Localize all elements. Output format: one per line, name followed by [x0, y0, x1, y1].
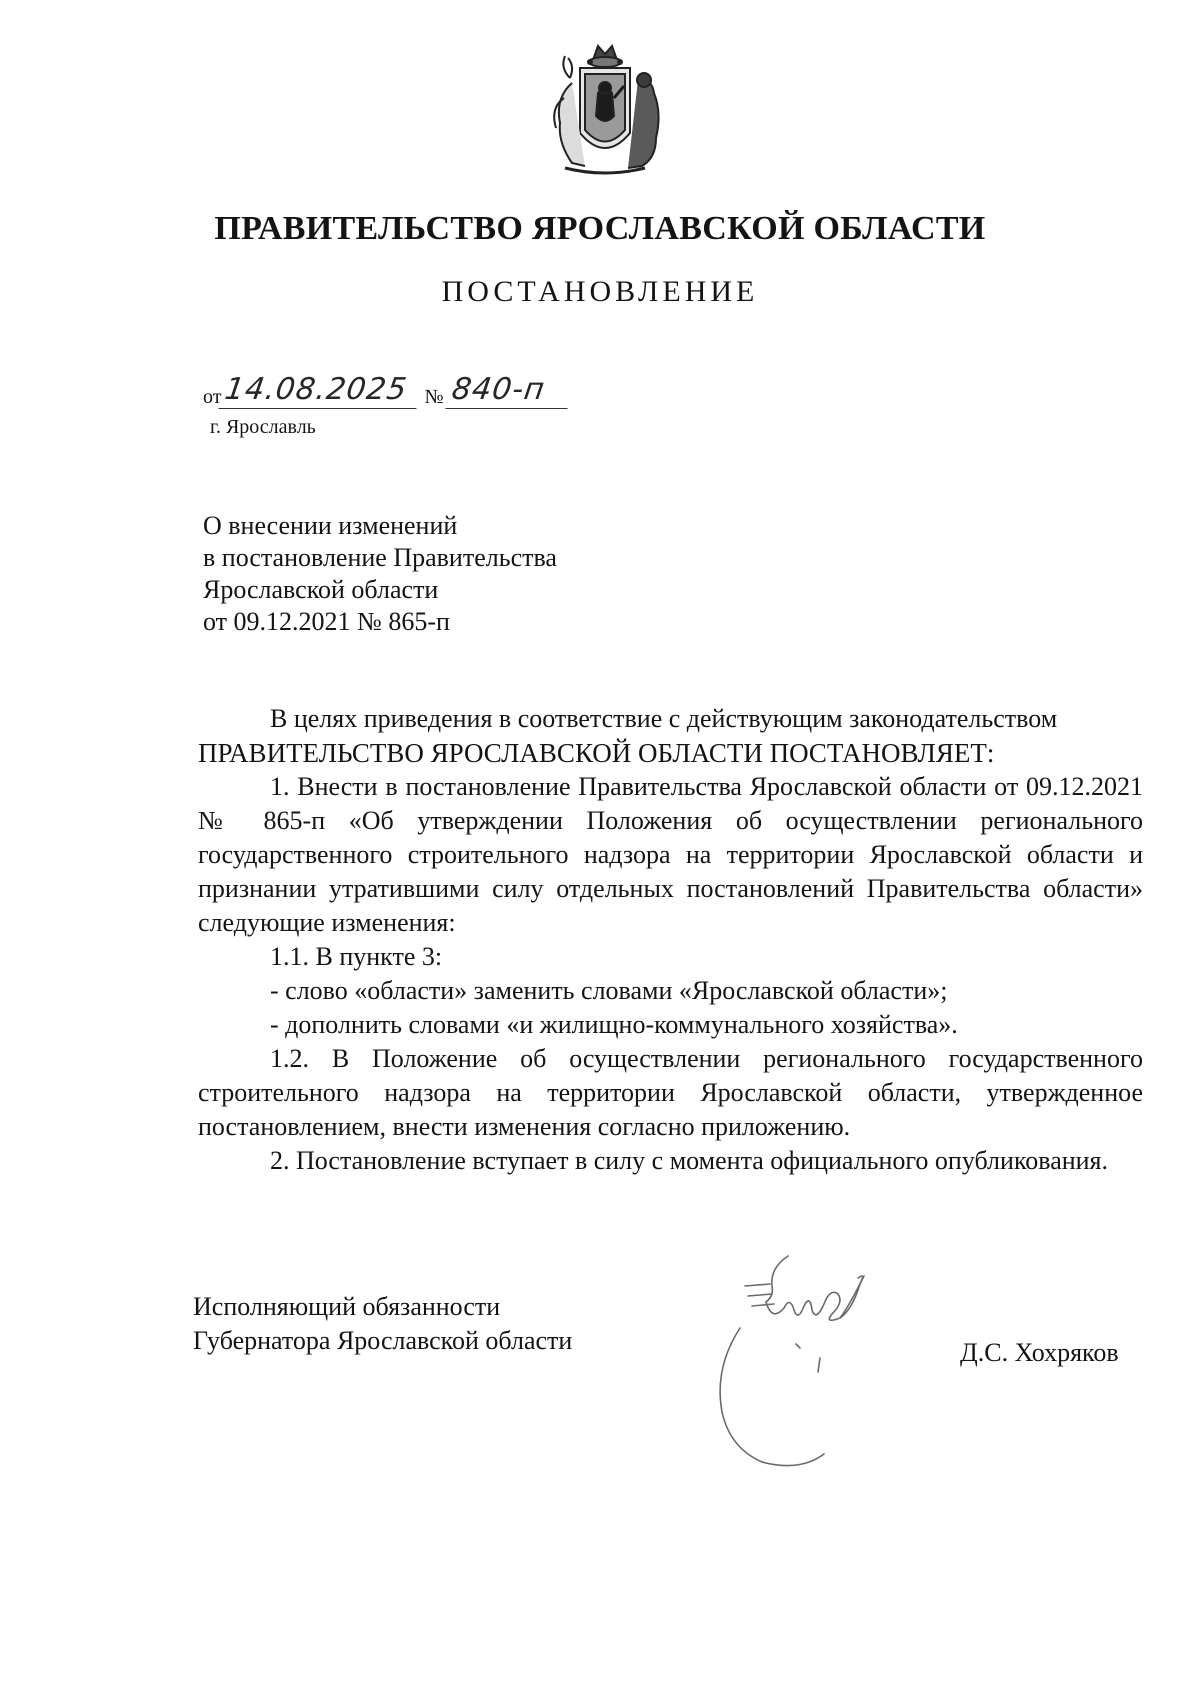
body-paragraph: 1. Внести в постановление Правительства Ярославской области от 09.12.2021 № 865-п «Об утверждении Положения об осуществлении регионального государственного строительного надзора на территории Ярославской области и признании утратившими силу отдельных постановлений Правительства области» следующие изменения: — [198, 772, 1143, 937]
body-paragraph: 1.2. В Положение об осуществлении регионального государственного строительного надзора на территории Ярославской области, утвержденное постановлением, внести изменения согласно приложению. — [198, 1044, 1143, 1141]
signatory-name: Д.С. Хохряков — [960, 1338, 1119, 1367]
position-line: Исполняющий обязанности — [193, 1292, 501, 1321]
coat-of-arms-icon — [530, 38, 680, 188]
document-number: 840-п — [445, 372, 572, 409]
resolution-clause: ПРАВИТЕЛЬСТВО ЯРОСЛАВСКОЙ ОБЛАСТИ ПОСТАНОВЛЯЕТ: — [198, 738, 995, 768]
document-city: г. Ярославль — [210, 416, 316, 438]
document-body — [198, 702, 1143, 1178]
registration-line — [203, 372, 570, 416]
organization-title: ПРАВИТЕЛЬСТВО ЯРОСЛАВСКОЙ ОБЛАСТИ — [214, 210, 986, 247]
body-paragraph: - дополнить словами «и жилищно-коммунального хозяйства». — [270, 1010, 958, 1039]
document-type: ПОСТАНОВЛЕНИЕ — [441, 275, 759, 308]
body-paragraph: 2. Постановление вступает в силу с момента официального опубликования. — [270, 1146, 1109, 1175]
body-paragraph: - слово «области» заменить словами «Ярославской области»; — [270, 976, 948, 1005]
handwritten-signature-icon — [700, 1248, 950, 1498]
subject-line: в постановление Правительства — [203, 543, 557, 572]
document-subject — [203, 510, 557, 638]
document-date: 14.08.2025 — [219, 372, 422, 409]
date-prefix: от — [203, 386, 222, 408]
number-sign: № — [424, 386, 444, 408]
body-paragraph: 1.1. В пункте 3: — [270, 942, 443, 971]
subject-line: О внесении изменений — [203, 511, 458, 540]
body-paragraph: В целях приведения в соответствие с действующим законодательством — [270, 704, 1058, 733]
subject-line: от 09.12.2021 № 865-п — [203, 607, 450, 636]
signatory-position — [193, 1290, 572, 1358]
position-line: Губернатора Ярославской области — [193, 1326, 573, 1355]
subject-line: Ярославской области — [203, 575, 439, 604]
